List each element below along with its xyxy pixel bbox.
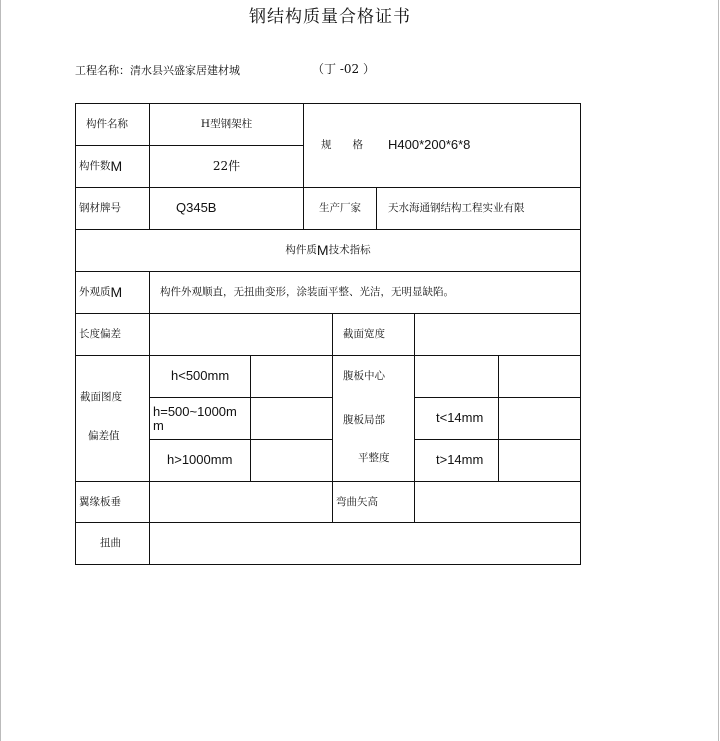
quantity-label	[76, 146, 149, 187]
spec-label: 规 格	[321, 139, 363, 152]
appearance-label-m: M	[110, 284, 123, 301]
web-local-label: 腹板局部	[343, 413, 385, 426]
project-name: 工程名称：清水县兴盛家居建材城	[75, 64, 240, 77]
component-name-label: 构件名称	[86, 118, 128, 131]
spec-value: H400*200*6*8	[388, 137, 471, 153]
table-rule	[75, 481, 581, 482]
table-rule	[250, 355, 251, 481]
table-rule	[75, 564, 581, 565]
tech-heading-suffix: 技术指标	[328, 244, 371, 257]
bend-label: 弯曲矢高	[336, 495, 378, 508]
table-rule	[75, 313, 581, 314]
section-height-label: 截面图度	[80, 390, 122, 403]
table-rule	[498, 355, 499, 481]
table-rule	[580, 103, 581, 565]
table-rule	[75, 355, 581, 356]
tech-heading	[76, 230, 580, 271]
length-deviation-label: 长度偏差	[79, 328, 121, 341]
flange-label: 翼缘板垂	[79, 495, 121, 508]
section-width-label: 截面宽度	[343, 328, 385, 341]
tech-heading-m: M	[316, 242, 329, 259]
appearance-label	[76, 272, 149, 313]
component-name-value: H型钢架柱	[200, 118, 253, 131]
height-range-1: h<500mm	[171, 368, 230, 384]
quantity-label-m: M	[110, 158, 123, 175]
web-center-label: 腹板中心	[343, 370, 385, 383]
quantity-value: 22件	[212, 158, 241, 173]
steel-grade-label: 钢材牌号	[79, 202, 121, 215]
thickness-range-2: t>14mm	[436, 452, 484, 468]
twist-label: 扭曲	[100, 537, 121, 550]
height-range-2: h=500~1000m m	[153, 403, 237, 433]
document-title: 钢结构质量合格证书	[249, 7, 411, 27]
table-rule	[414, 313, 415, 522]
table-rule	[376, 187, 377, 229]
flatness-label: 平整度	[358, 451, 390, 464]
appearance-value: 构件外观顺直，无扭曲变形，涂装面平整、光洁，无明显缺陷。	[160, 286, 454, 299]
manufacturer-label: 生产厂家	[319, 202, 361, 215]
appearance-label-text: 外观质	[79, 286, 111, 299]
thickness-range-1: t<14mm	[436, 410, 484, 426]
steel-grade-value: Q345B	[176, 200, 217, 216]
tech-heading-prefix: 构件质	[285, 244, 317, 257]
document-code: （丁 -02 ）	[312, 62, 375, 76]
deviation-value-label: 偏差值	[88, 429, 120, 442]
quantity-label-text: 构件数	[79, 160, 111, 173]
height-range-3: h>1000mm	[167, 452, 233, 468]
manufacturer-value: 天水海通钢结构工程实业有限	[388, 202, 525, 215]
table-rule	[75, 522, 581, 523]
